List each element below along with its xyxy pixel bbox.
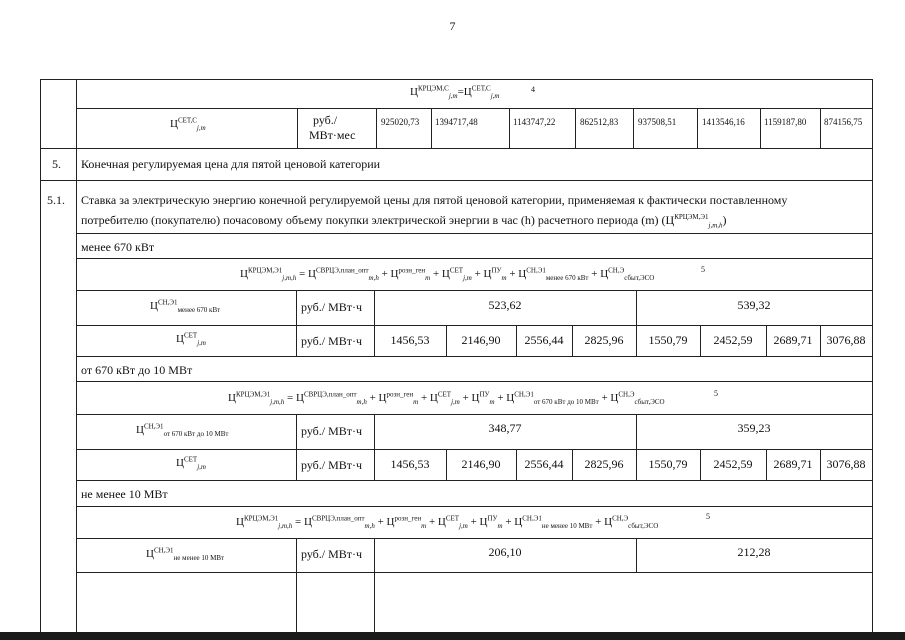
- group-2-row2-label: $Ц^{СЕТ}_{j,m}$: [176, 455, 206, 472]
- group-1-row2-value: 3076,88: [826, 333, 866, 347]
- group-2-row2-value: 1456,53: [390, 457, 430, 471]
- top-row-value: 1143747,22: [513, 117, 556, 127]
- top-row-unit-2: МВт·мес: [309, 128, 356, 142]
- group-1-row1-value: 523,62: [488, 298, 522, 312]
- group-1-row2-value: 2556,44: [524, 333, 564, 347]
- group-2-row2-value: 2556,44: [524, 457, 564, 471]
- group-1-row1-unit: руб./ МВт·ч: [301, 300, 363, 314]
- group-1-row2-value: 2146,90: [461, 333, 501, 347]
- group-2-row2-value: 2689,71: [773, 457, 813, 471]
- group-2-row2-value: 2146,90: [461, 457, 501, 471]
- group-2-row1-label: $Ц^{СН,Э1}_{от 670 кВт до 10 МВт}$: [136, 422, 229, 439]
- group-3-title: не менее 10 МВт: [81, 487, 168, 501]
- group-3-formula-note: 5: [706, 512, 710, 521]
- group-3-row1-label: $Ц^{СН,Э1}_{не менее 10 МВт}$: [146, 546, 225, 563]
- group-2-row1-unit: руб./ МВт·ч: [301, 424, 363, 438]
- top-row-unit: руб./: [313, 113, 338, 127]
- group-2-row2-value: 2452,59: [713, 457, 753, 471]
- top-row-value: 862512,83: [580, 117, 619, 127]
- group-2-formula-note: 5: [714, 389, 718, 398]
- top-row-value: 925020,73: [381, 117, 420, 127]
- group-2-title: от 670 кВт до 10 МВт: [81, 363, 193, 377]
- top-row-value: 874156,75: [824, 117, 863, 127]
- group-1-row2-value: 2825,96: [584, 333, 624, 347]
- group-3-row1-value: 212,28: [737, 545, 771, 559]
- top-row-value: 937508,51: [638, 117, 677, 127]
- top-row-value: 1413546,16: [702, 117, 745, 127]
- section-5-title: Конечная регулируемая цена для пятой ценовой категории: [81, 157, 381, 171]
- group-1-row2-value: 1550,79: [648, 333, 688, 347]
- group-2-row1-value: 359,23: [737, 421, 771, 435]
- top-row-label: $Ц^{СЕТ,С}_{j,m}$: [170, 116, 206, 133]
- group-2-row2-value: 2825,96: [584, 457, 624, 471]
- top-row-value: 1159187,80: [764, 117, 807, 127]
- group-3-formula: $Ц^{КРЦЭМ,Э1}_{j,m,h} = Ц^{СВРЦЭ,план\_опт}_{m,h} + Ц^{розн\_ген}_m + Ц^{СЕТ}_{j,m} + Ц^{ПУ}_m + Ц^{СН,Э1}_{не менее 10 МВт} + Ц^{СН,Э}_{сбыт,ЭСО}$: [236, 514, 659, 531]
- group-1-row1-value: 539,32: [737, 298, 771, 312]
- group-2-row2-value: 3076,88: [826, 457, 866, 471]
- section-51-text-2: потребителю (покупателю) почасовому объему покупки электрической энергии в час (h) расчетного периода (m) $(Ц^{КРЦЭМ,Э1}_{j,m,h})$: [81, 213, 727, 230]
- group-1-row2-value: 2689,71: [773, 333, 813, 347]
- group-1-row2-value: 1456,53: [390, 333, 430, 347]
- scan-edge: [0, 632, 905, 640]
- top-formula: $Ц^{КРЦЭМ,С}_{j,m}=Ц^{СЕТ,С}_{j,m}$: [410, 84, 500, 101]
- section-5-number: 5.: [52, 157, 61, 171]
- group-1-row1-label: $Ц^{СН,Э1}_{менее 670 кВт}$: [150, 298, 221, 315]
- section-51-number: 5.1.: [47, 193, 65, 207]
- group-1-formula-note: 5: [701, 265, 705, 274]
- top-formula-note: 4: [531, 85, 535, 94]
- group-2-row2-unit: руб./ МВт·ч: [301, 458, 363, 472]
- group-1-row2-label: $Ц^{СЕТ}_{j,m}$: [176, 331, 206, 348]
- group-1-formula: $Ц^{КРЦЭМ,Э1}_{j,m,h} = Ц^{СВРЦЭ,план\_опт}_{m,h} + Ц^{розн\_ген}_m + Ц^{СЕТ}_{j,m} + Ц^{ПУ}_m + Ц^{СН,Э1}_{менее 670 кВт} + Ц^{СН,Э}_{сбыт,ЭСО}$: [240, 266, 655, 283]
- group-3-row1-unit: руб./ МВт·ч: [301, 547, 363, 561]
- group-2-formula: $Ц^{КРЦЭМ,Э1}_{j,m,h} = Ц^{СВРЦЭ,план\_опт}_{m,h} + Ц^{розн\_ген}_m + Ц^{СЕТ}_{j,m} + Ц^{ПУ}_m + Ц^{СН,Э1}_{от 670 кВт до 10 МВт} + Ц^{СН,Э}_{сбыт,ЭСО}$: [228, 390, 665, 407]
- group-1-row2-unit: руб./ МВт·ч: [301, 334, 363, 348]
- group-3-row1-value: 206,10: [488, 545, 522, 559]
- group-2-row1-value: 348,77: [488, 421, 522, 435]
- group-1-title: менее 670 кВт: [81, 240, 155, 254]
- section-51-text-1: Ставка за электрическую энергию конечной регулируемой цены для пятой ценовой категории, применяемая к фактически поставленному: [81, 193, 788, 207]
- page-number: 7: [449, 19, 456, 33]
- top-row-value: 1394717,48: [435, 117, 478, 127]
- group-1-row2-value: 2452,59: [713, 333, 753, 347]
- group-2-row2-value: 1550,79: [648, 457, 688, 471]
